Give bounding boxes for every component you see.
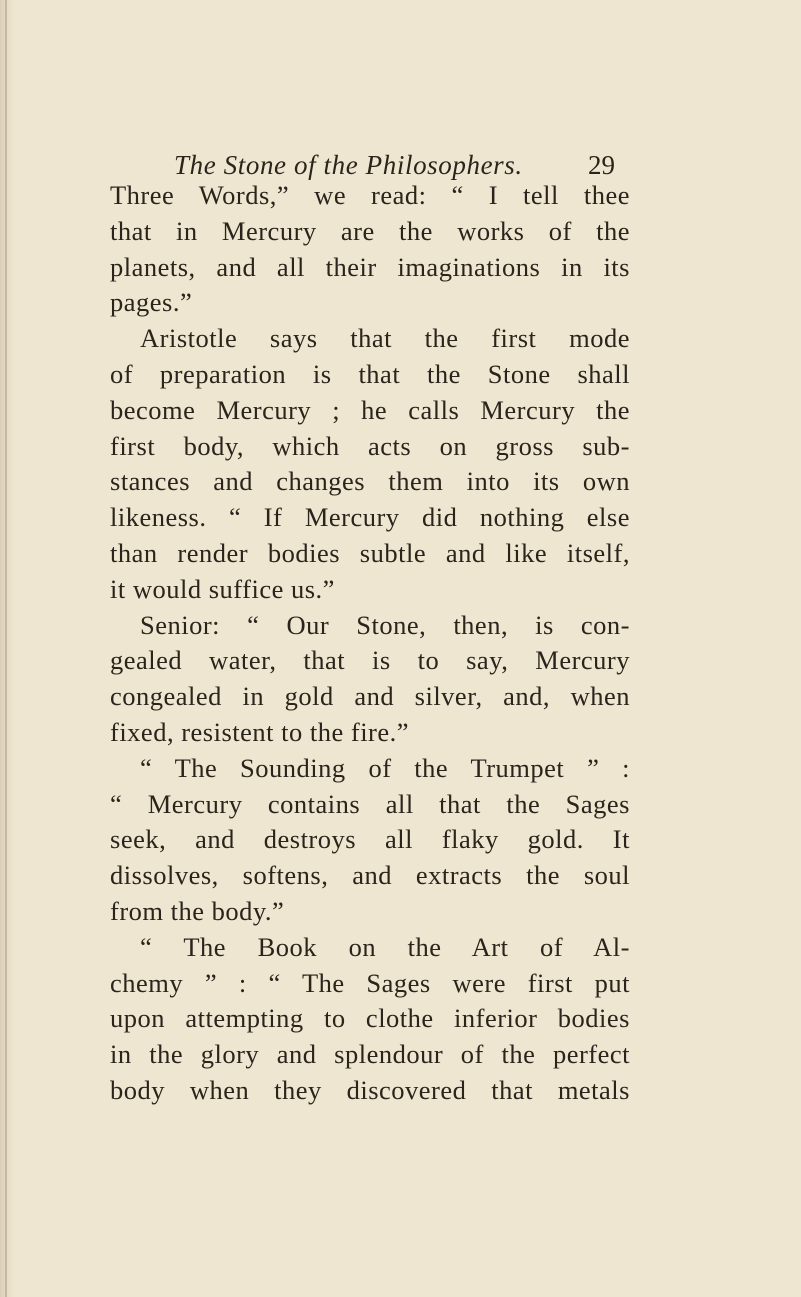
text-line: “ The Book on the Art of Al- xyxy=(140,931,630,962)
body-text xyxy=(110,178,630,1109)
binding-edge xyxy=(5,0,7,1297)
text-line: than render bodies subtle and like itself, xyxy=(110,537,630,568)
text-line: in the glory and splendour of the perfect xyxy=(110,1039,630,1070)
text-line: upon attempting to clothe inferior bodies xyxy=(110,1003,630,1034)
page-number: 29 xyxy=(588,150,615,180)
page-gutter xyxy=(0,0,14,1297)
text-line: pages.” xyxy=(110,287,193,318)
text-line: stances and changes them into its own xyxy=(110,466,630,497)
text-line: of preparation is that the Stone shall xyxy=(110,358,630,389)
text-line: that in Mercury are the works of the xyxy=(110,215,630,246)
text-line: likeness. “ If Mercury did nothing else xyxy=(110,502,630,533)
text-line: “ The Sounding of the Trumpet ” : xyxy=(140,752,630,783)
text-line: congealed in gold and silver, and, when xyxy=(110,681,630,712)
text-line: “ Mercury contains all that the Sages xyxy=(110,788,630,819)
text-line: body when they discovered that metals xyxy=(110,1074,630,1105)
text-line: first body, which acts on gross sub- xyxy=(110,430,630,461)
text-line: fixed, resistent to the fire.” xyxy=(110,716,410,747)
text-line: chemy ” : “ The Sages were first put xyxy=(110,967,630,998)
text-line: seek, and destroys all flaky gold. It xyxy=(110,824,630,855)
text-line: dissolves, softens, and extracts the soul xyxy=(110,860,630,891)
text-line: gealed water, that is to say, Mercury xyxy=(110,645,630,676)
text-line: Three Words,” we read: “ I tell thee xyxy=(110,180,630,210)
text-line: Aristotle says that the first mode xyxy=(140,323,630,354)
text-line: planets, and all their imaginations in its xyxy=(110,251,630,282)
text-line: become Mercury ; he calls Mercury the xyxy=(110,394,630,425)
text-line: Senior: “ Our Stone, then, is con- xyxy=(140,609,630,640)
text-line: from the body.” xyxy=(110,895,285,926)
running-title: The Stone of the Philosophers. xyxy=(174,150,523,180)
text-line: it would suffice us.” xyxy=(110,573,335,604)
